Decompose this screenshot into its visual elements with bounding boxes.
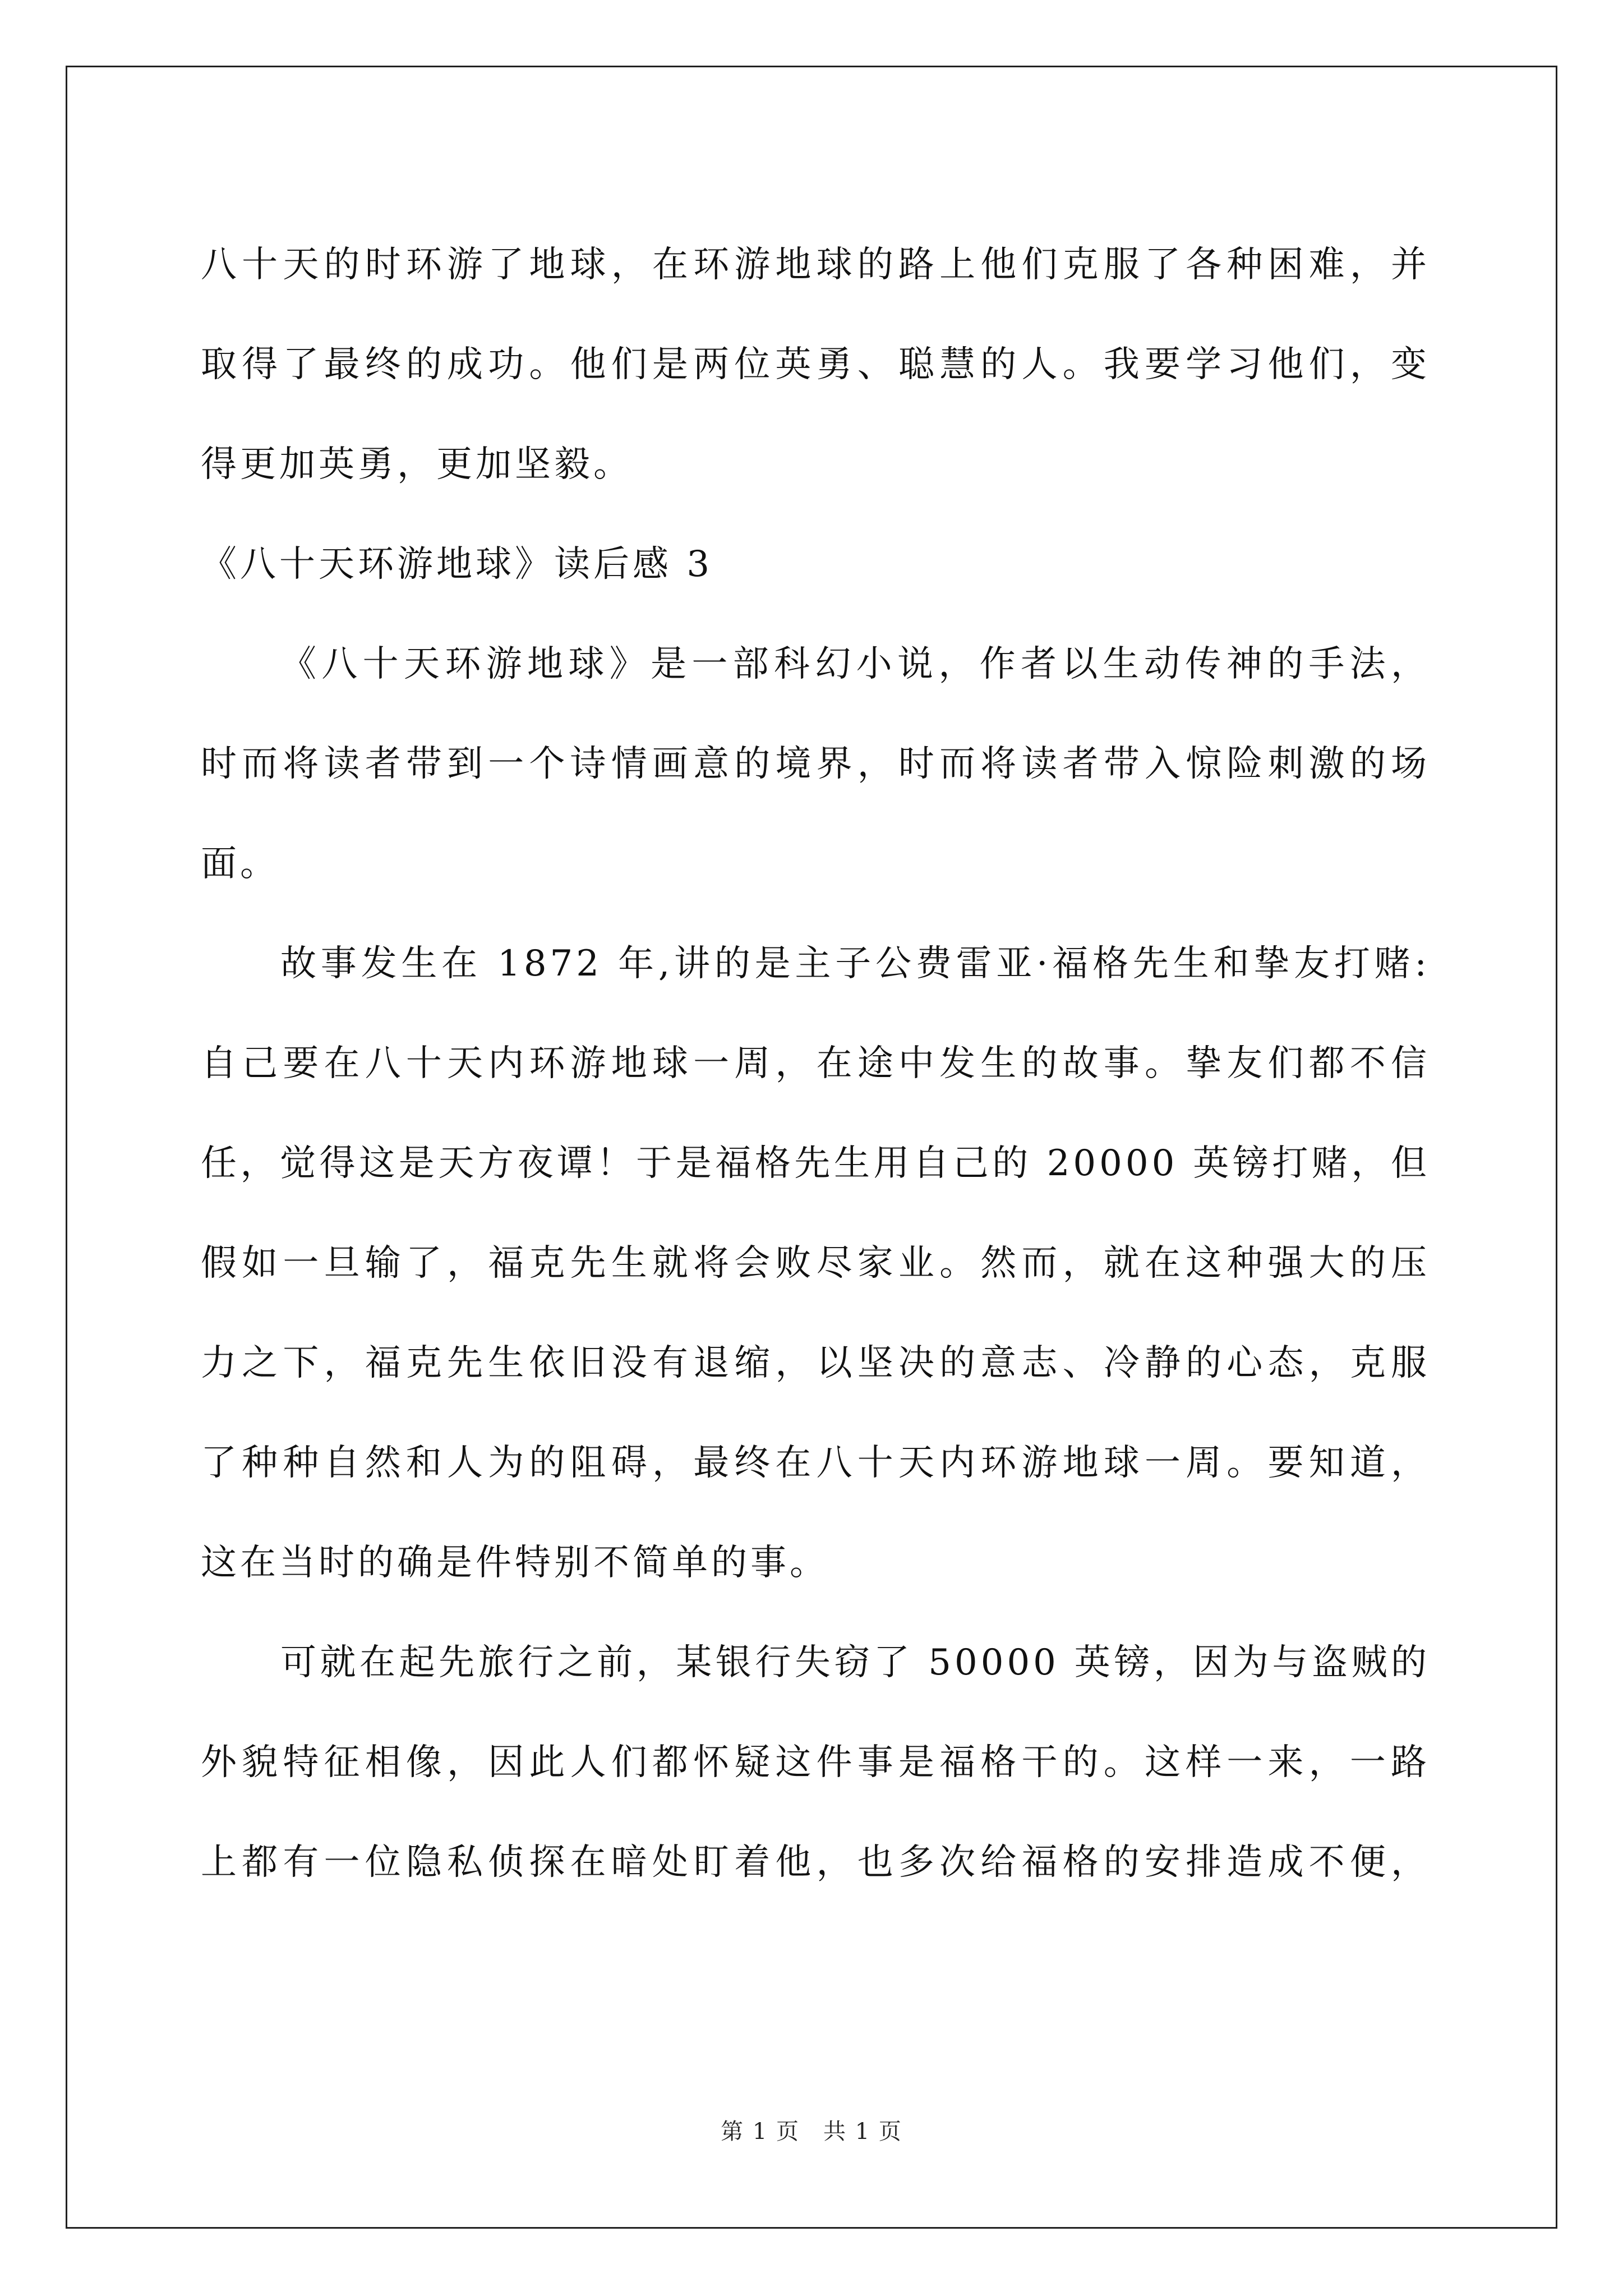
- text-line: 取得了最终的成功。他们是两位英勇、聪慧的人。我要学习他们，变: [201, 344, 1430, 385]
- text-line: 了种种自然和人为的阻碍，最终在八十天内环游地球一周。要知道，: [201, 1442, 1430, 1484]
- text-line: 假如一旦输了，福克先生就将会败尽家业。然而，就在这种强大的压: [201, 1243, 1430, 1284]
- text-line: 时而将读者带到一个诗情画意的境界，时而将读者带入惊险刺激的场: [201, 743, 1430, 785]
- paragraph-first-line: 《八十天环游地球》是一部科幻小说，作者以生动传神的手法，: [280, 643, 1430, 685]
- section-heading: 《八十天环游地球》读后感 3: [201, 544, 713, 585]
- text-line: 面。: [201, 843, 279, 885]
- text-line: 这在当时的确是件特别不简单的事。: [201, 1542, 829, 1584]
- text-line: 任，觉得这是天方夜谭！于是福格先生用自己的 20000 英镑打赌，但: [201, 1143, 1430, 1184]
- paragraph-first-line: 故事发生在 1872 年,讲的是主子公费雷亚·福格先生和挚友打赌:: [280, 943, 1430, 984]
- paragraph-first-line: 可就在起先旅行之前，某银行失窃了 50000 英镑，因为与盗贼的: [280, 1642, 1430, 1683]
- text-line: 外貌特征相像，因此人们都怀疑这件事是福格干的。这样一来，一路: [201, 1742, 1430, 1783]
- document-body: [201, 215, 1430, 1912]
- text-line: 力之下，福克先生依旧没有退缩，以坚决的意志、冷静的心态，克服: [201, 1342, 1430, 1384]
- text-line: 自己要在八十天内环游地球一周，在途中发生的故事。挚友们都不信: [201, 1043, 1430, 1084]
- text-line: 得更加英勇，更加坚毅。: [201, 444, 633, 485]
- text-line: 八十天的时环游了地球，在环游地球的路上他们克服了各种困难，并: [201, 244, 1430, 286]
- text-line: 上都有一位隐私侦探在暗处盯着他，也多次给福格的安排造成不便，: [201, 1842, 1430, 1883]
- page-footer: 第 1 页 共 1 页: [721, 2119, 902, 2145]
